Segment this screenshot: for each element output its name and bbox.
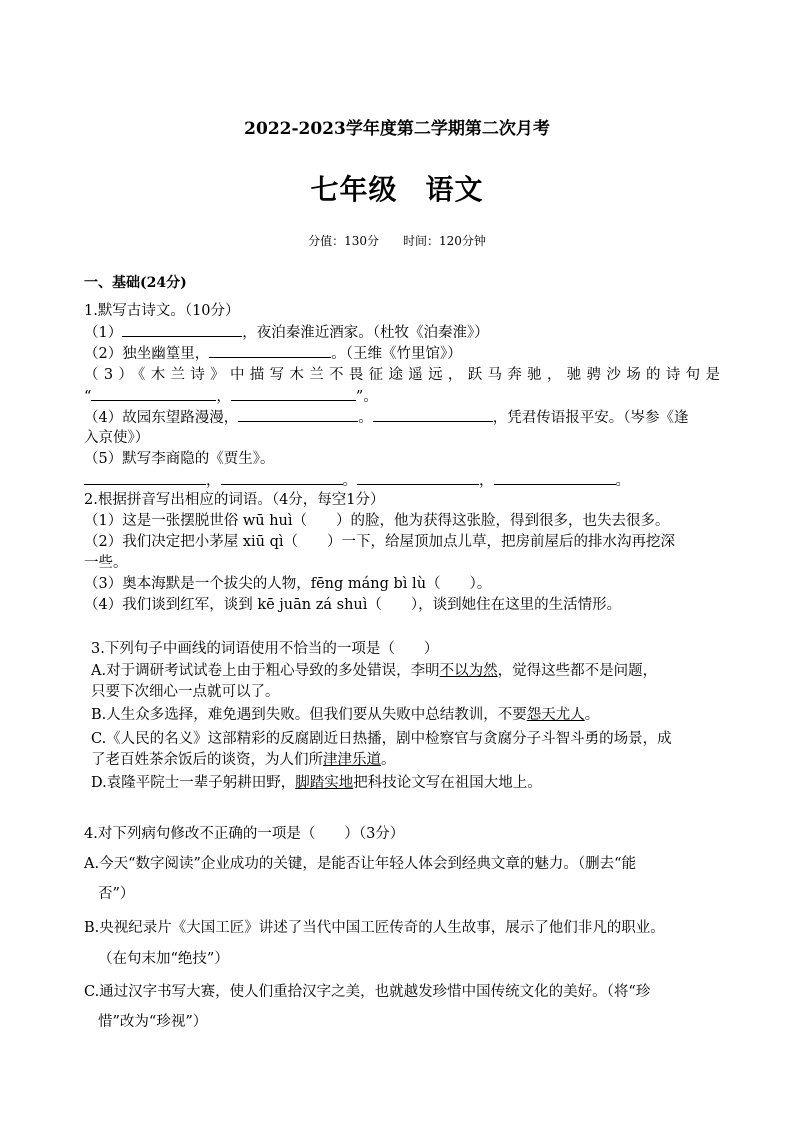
exam-meta	[0, 232, 794, 249]
q2-item4: （4）我们谈到红军，谈到 kē juān zá shuì（ ），谈到她住在这里的生活情形。	[84, 597, 622, 613]
q1-line2-tail: 。（王维《竹里馆》）	[331, 346, 462, 362]
q1-line5b	[84, 470, 630, 492]
q1-line4	[84, 407, 688, 429]
grade-label: 七年级	[310, 173, 398, 206]
comma: ，	[216, 389, 231, 405]
answer-blank[interactable]	[122, 322, 242, 337]
answer-blank[interactable]	[494, 470, 616, 485]
q3-option-c-cont	[91, 750, 396, 771]
section-title: 一、基础(24分)	[84, 275, 187, 291]
q1-line4b: 入京使》）	[84, 430, 150, 446]
underlined-word: 脚踏实地	[295, 775, 354, 791]
q4-option-b: B.央视纪录片《大国工匠》讲述了当代中国工匠传奇的人生故事，展示了他们非凡的职业。	[84, 920, 665, 936]
answer-blank[interactable]	[373, 407, 493, 422]
subject-label: 语文	[425, 173, 484, 206]
answer-blank[interactable]	[357, 470, 479, 485]
q1-line2-text: （2）独坐幽篁里，	[84, 346, 210, 362]
q2-item3: （3）奥本海默是一个拔尖的人物，fēng máng bì lù（ ）。	[84, 576, 492, 592]
q3-option-d	[91, 773, 542, 794]
q1-line2	[84, 343, 462, 365]
answer-blank[interactable]	[209, 343, 331, 358]
underlined-word: 不以为然	[439, 663, 498, 679]
answer-blank[interactable]	[91, 386, 216, 401]
underlined-word: 津津乐道	[323, 752, 381, 768]
q4-option-c: C.通过汉字书写大赛，使人们重拾汉字之美，也就越发珍惜中国传统文化的美好。（将“珍	[84, 984, 651, 1000]
quote-open: “	[84, 389, 92, 405]
option-text: 。	[584, 707, 600, 723]
option-text: 把科技论文写在祖国大地上。	[353, 775, 542, 791]
q1-line1-num: （1）	[84, 325, 123, 341]
q1-line3: （3）《木兰诗》中描写木兰不畏征途遥远，跃马奔驰，驰骋沙场的诗句是	[84, 367, 720, 383]
q4-option-a-cont: 否”）	[98, 886, 135, 902]
answer-blank[interactable]	[231, 386, 356, 401]
underlined-word: 怨天尤人	[526, 707, 585, 723]
q2-item1: （1）这是一张摆脱世俗 wū huì（ ）的脸，他为获得这张脸，得到很多，也失去很多。	[84, 513, 670, 529]
comma: ，	[479, 473, 494, 489]
option-text: B.人生众多选择，难免遇到失败。但我们要从失败中总结教训，不要	[91, 707, 527, 723]
option-text: ，觉得这些都不是问题，	[497, 663, 658, 679]
q4-option-a: A.今天“数字阅读”企业成功的关键，是能否让年轻人体会到经典文章的魅力。（删去“能	[84, 856, 637, 872]
answer-blank[interactable]	[84, 470, 206, 485]
period: 。	[615, 473, 630, 489]
q4-stem: 4.对下列病句修改不正确的一项是（ ）（3分）	[84, 826, 405, 842]
option-text: D.袁隆平院士一辈子躬耕田野，	[91, 775, 296, 791]
q4-option-c-cont: 惜”改为“珍视”）	[98, 1014, 208, 1030]
q1-line1	[84, 322, 489, 344]
period: 。	[342, 473, 357, 489]
exam-title: 2022-2023学年度第二学期第二次月考	[244, 119, 550, 139]
option-text: A.对于调研考试试卷上由于粗心导致的多处错误，李明	[91, 663, 440, 679]
quote-close: ”。	[355, 389, 378, 405]
grade-subject-heading	[0, 168, 794, 208]
answer-blank[interactable]	[238, 407, 358, 422]
q2-item2: （2）我们决定把小茅屋 xiū qì（ ）一下，给屋顶加点儿草，把房前屋后的排水沟再挖深	[84, 534, 676, 550]
time-info: 时间：120分钟	[403, 234, 486, 248]
q1-line5: （5）默写李商隐的《贾生》。	[84, 451, 275, 467]
score-info: 分值：130分	[308, 234, 379, 248]
q1-line4-text: （4）故园东望路漫漫，	[84, 410, 239, 426]
q1-stem: 1.默写古诗文。（10分）	[84, 303, 240, 319]
q3-option-a-cont: 只要下次细心一点就可以了。	[91, 684, 280, 700]
q1-line3b	[84, 386, 378, 408]
q2-stem: 2.根据拼音写出相应的词语。（4分，每空1分）	[84, 492, 385, 508]
q4-option-b-cont: （在句末加“绝技”）	[98, 951, 229, 967]
comma: ，	[206, 473, 221, 489]
q3-option-a	[91, 661, 657, 682]
option-text: 。	[381, 752, 396, 768]
q1-line4-tail: ，凭君传语报平安。（岑参《逢	[492, 410, 689, 426]
period: 。	[358, 410, 373, 426]
q1-line1-text: ，夜泊秦淮近酒家。（杜牧《泊秦淮》）	[242, 325, 489, 341]
q2-item2-cont: 一些。	[84, 555, 128, 571]
option-text: 了老百姓茶余饭后的谈资，为人们所	[91, 752, 323, 768]
answer-blank[interactable]	[221, 470, 343, 485]
q3-option-b	[91, 705, 599, 726]
q3-option-c: C.《人民的名义》这部精彩的反腐剧近日热播，剧中检察官与贪腐分子斗智斗勇的场景，成	[91, 731, 672, 747]
q3-stem: 3.下列句子中画线的词语使用不恰当的一项是（ ）	[91, 641, 439, 657]
